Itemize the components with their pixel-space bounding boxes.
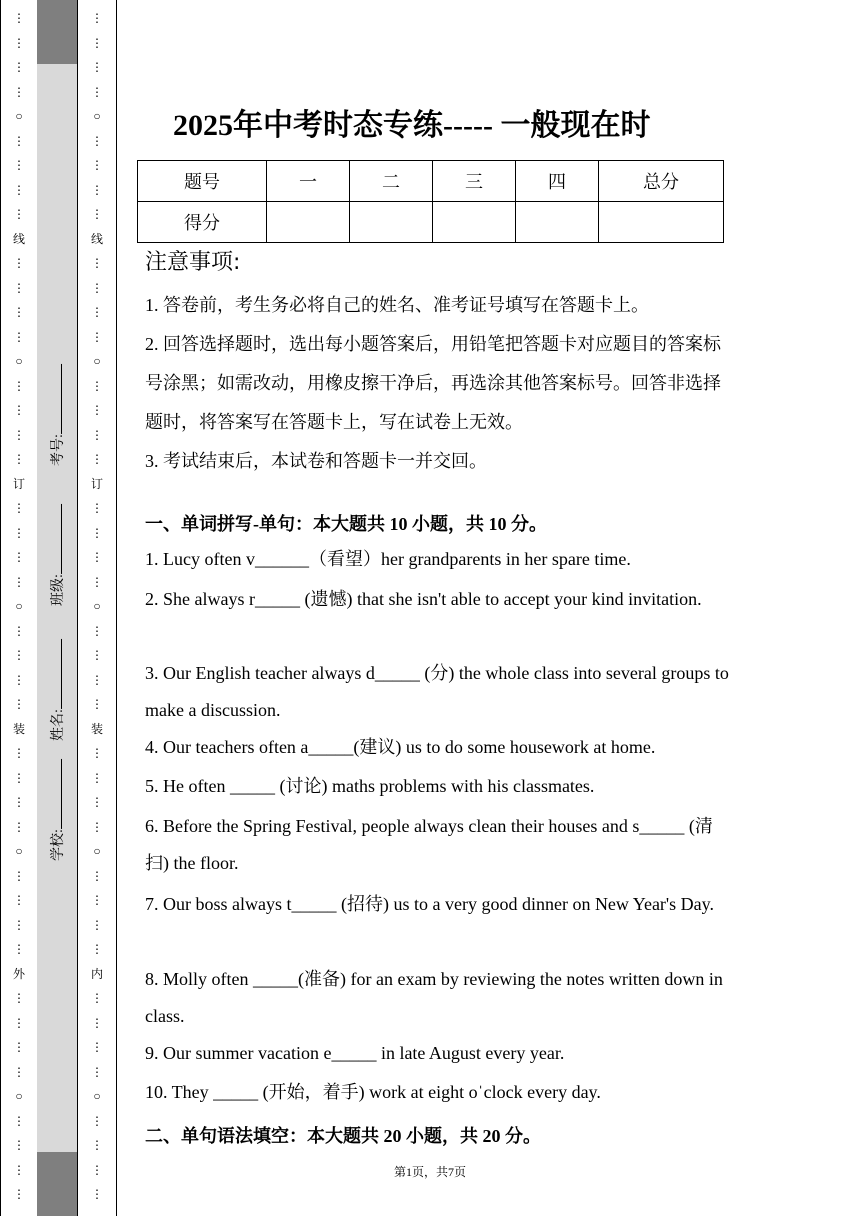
school-label: 学校: bbox=[51, 829, 66, 861]
name-field[interactable] bbox=[47, 639, 67, 741]
question-item: 6. Before the Spring Festival, people always clean their houses and s_____ (清扫) the floor. bbox=[145, 816, 713, 873]
table-cell: 四 bbox=[516, 161, 599, 202]
score-table-score-row bbox=[138, 202, 724, 243]
class-field[interactable] bbox=[47, 504, 67, 606]
dotted-line-inner: ⋮ ⋮ ⋮ ⋮ ○ ⋮ ⋮ ⋮ ⋮ 线 ⋮ ⋮ ⋮ ⋮ ○ ⋮ ⋮ ⋮ ⋮ 订 ⋮ ⋮ ⋮ ⋮ ○ ⋮ ⋮ ⋮ ⋮ 装 ⋮ ⋮ ⋮ ⋮ ○ ⋮ ⋮ ⋮ ⋮ 内 ⋮ ⋮ ⋮ ⋮ ○ ⋮ ⋮ ⋮ ⋮ bbox=[90, 11, 103, 1201]
notice-heading: 注意事项: bbox=[145, 250, 241, 275]
question-item: 7. Our boss always t_____ (招待) us to a very good dinner on New Year's Day. bbox=[145, 894, 714, 914]
notice-item: 1. 答卷前，考生务必将自己的姓名、准考证号填写在答题卡上。 bbox=[145, 295, 649, 315]
table-cell: 一 bbox=[267, 161, 350, 202]
question-item: 10. They _____ (开始，着手) work at eight oˈclock every day. bbox=[145, 1082, 601, 1102]
school-field[interactable] bbox=[47, 759, 67, 861]
score-input-cell[interactable] bbox=[599, 202, 724, 243]
binding-strip-student-info bbox=[37, 0, 78, 1216]
exam-number-field[interactable] bbox=[47, 364, 67, 466]
page-title: 2025年中考时态专练----- 一般现在时 bbox=[173, 109, 651, 142]
score-input-cell[interactable] bbox=[267, 202, 350, 243]
score-input-cell[interactable] bbox=[516, 202, 599, 243]
class-label: 班级: bbox=[51, 574, 66, 606]
table-cell: 题号 bbox=[138, 161, 267, 202]
page-footer: 第1页，共7页 bbox=[393, 1165, 466, 1179]
binding-block-bottom bbox=[37, 1152, 77, 1216]
score-input-cell[interactable] bbox=[350, 202, 433, 243]
table-cell: 总分 bbox=[599, 161, 724, 202]
section-2-heading: 二、单句语法填空：本大题共 20 小题，共 20 分。 bbox=[145, 1126, 541, 1146]
score-table bbox=[137, 160, 724, 243]
notice-item: 2. 回答选择题时，选出每小题答案后，用铅笔把答题卡对应题目的答案标号涂黑；如需改动，用橡皮擦干净后，再选涂其他答案标号。回答非选择题时，将答案写在答题卡上，写在试卷上无效。 bbox=[145, 334, 721, 432]
question-item: 5. He often _____ (讨论) maths problems with his classmates. bbox=[145, 776, 595, 796]
table-cell: 三 bbox=[433, 161, 516, 202]
score-input-cell[interactable] bbox=[433, 202, 516, 243]
binding-block-top bbox=[37, 0, 77, 64]
question-item: 4. Our teachers often a_____(建议) us to do some housework at home. bbox=[145, 737, 656, 757]
binding-strip-inner bbox=[78, 0, 117, 1216]
question-item: 1. Lucy often v______（看望）her grandparents in her spare time. bbox=[145, 549, 631, 569]
question-item: 8. Molly often _____(准备) for an exam by reviewing the notes written down in class. bbox=[145, 969, 723, 1026]
notice-item: 3. 考试结束后，本试卷和答题卡一并交回。 bbox=[145, 451, 487, 471]
table-cell: 二 bbox=[350, 161, 433, 202]
score-table-header-row bbox=[138, 161, 724, 202]
question-item: 3. Our English teacher always d_____ (分) the whole class into several groups to make a discussion. bbox=[145, 663, 729, 720]
binding-strip-outer: ⋮ ⋮ ⋮ ⋮ ○ ⋮ ⋮ ⋮ ⋮ 线 ⋮ ⋮ ⋮ ⋮ ○ ⋮ ⋮ ⋮ ⋮ 订 ⋮ ⋮ ⋮ ⋮ ○ ⋮ ⋮ ⋮ ⋮ 装 ⋮ ⋮ ⋮ ⋮ ○ ⋮ ⋮ ⋮ ⋮ 外 ⋮ ⋮ ⋮ ⋮ ○ ⋮ ⋮ ⋮ ⋮ bbox=[0, 0, 38, 1216]
table-cell: 得分 bbox=[138, 202, 267, 243]
name-label: 姓名: bbox=[51, 709, 66, 741]
question-item: 9. Our summer vacation e_____ in late August every year. bbox=[145, 1043, 565, 1063]
exam-number-label: 考号: bbox=[51, 434, 66, 466]
section-1-heading: 一、单词拼写-单句：本大题共 10 小题，共 10 分。 bbox=[145, 514, 547, 534]
question-item: 2. She always r_____ (遗憾) that she isn't able to accept your kind invitation. bbox=[145, 589, 702, 609]
